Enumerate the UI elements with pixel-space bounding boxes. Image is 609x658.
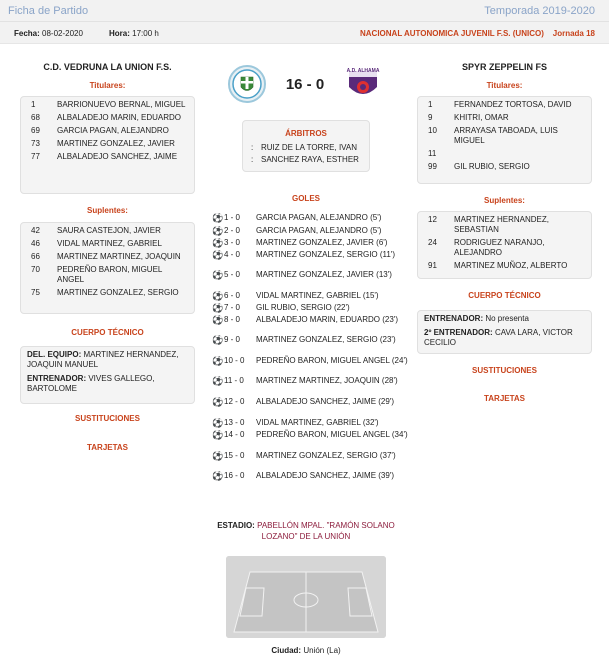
header-bar: [0, 0, 609, 22]
referee-name: SANCHEZ RAYA, ESTHER: [261, 155, 359, 164]
soccer-ball-icon: ⚽: [212, 335, 224, 345]
home-starters-box: [20, 96, 195, 194]
staff-role: DEL. EQUIPO:: [27, 350, 82, 359]
player-number: 46: [31, 239, 40, 248]
away-staff-box: [417, 310, 592, 354]
player-number: 73: [31, 139, 40, 148]
home-cards-title: TARJETAS: [86, 443, 129, 452]
player-row: [27, 226, 188, 236]
away-starters-title: Titulares:: [486, 81, 523, 90]
match-info-row: [0, 22, 609, 44]
goal-row: [212, 356, 412, 366]
player-name[interactable]: MARTINEZ MUÑOZ, ALBERTO: [454, 261, 568, 270]
soccer-ball-icon: ⚽: [212, 471, 224, 481]
goal-result: 2 - 0: [224, 226, 241, 235]
player-row: [424, 100, 585, 110]
staff-role: ENTRENADOR:: [424, 314, 484, 323]
soccer-ball-icon: ⚽: [212, 430, 224, 440]
staff-line: [27, 350, 188, 370]
page-title: Ficha de Partido: [8, 5, 89, 17]
home-crest-icon: [230, 67, 264, 101]
goals-title: GOLES: [291, 194, 320, 203]
staff-line: [27, 374, 188, 394]
home-team-name[interactable]: C.D. VEDRUNA LA UNION F.S.: [43, 62, 172, 72]
soccer-ball-icon: ⚽: [212, 270, 224, 280]
season-label: Temporada 2019-2020: [484, 5, 595, 17]
goal-result: 7 - 0: [224, 303, 241, 312]
away-staff-title: CUERPO TÉCNICO: [468, 291, 541, 300]
player-name[interactable]: ARRAYASA TABOADA, LUIS MIGUEL: [454, 126, 558, 145]
pitch-icon: [226, 556, 386, 638]
player-number: 77: [31, 152, 40, 161]
stadium-name[interactable]: PABELLÓN MPAL. "RAMÓN SOLANO LOZANO" DE LA UNIÓN: [257, 521, 395, 541]
player-name[interactable]: MARTINEZ GONZALEZ, JAVIER: [57, 139, 175, 148]
home-starters-title: Titulares:: [89, 81, 126, 90]
goal-result: 13 - 0: [224, 418, 245, 427]
referees-title: ÁRBITROS: [285, 129, 327, 138]
goal-row: [212, 376, 412, 386]
player-number: 99: [428, 162, 437, 171]
soccer-ball-icon: ⚽: [212, 356, 224, 366]
goal-result: 6 - 0: [224, 291, 241, 300]
player-row: [27, 239, 188, 249]
away-team-name[interactable]: SPYR ZEPPELIN FS: [461, 62, 548, 72]
player-number: 75: [31, 288, 40, 297]
away-starters-box: [417, 96, 592, 184]
home-crest: [228, 65, 266, 103]
goal-scorer[interactable]: MARTINEZ GONZALEZ, SERGIO (23'): [256, 335, 396, 344]
player-number: 91: [428, 261, 437, 270]
player-row: [27, 139, 188, 149]
goal-row: [212, 270, 412, 280]
player-row: [27, 100, 188, 110]
goal-row: [212, 238, 412, 248]
soccer-ball-icon: ⚽: [212, 315, 224, 325]
goal-row: [212, 291, 412, 301]
goal-scorer[interactable]: PEDREÑO BARON, MIGUEL ANGEL (34'): [256, 430, 408, 439]
home-staff-box: [20, 346, 195, 404]
player-number: 1: [428, 100, 433, 109]
player-row: [424, 113, 585, 123]
goal-result: 8 - 0: [224, 315, 241, 324]
goal-scorer[interactable]: MARTINEZ GONZALEZ, SERGIO (37'): [256, 451, 396, 460]
player-name[interactable]: BARRIONUEVO BERNAL, MIGUEL: [57, 100, 186, 109]
player-name[interactable]: [451, 149, 585, 159]
staff-line: [424, 328, 585, 348]
goal-scorer[interactable]: GARCIA PAGAN, ALEJANDRO (5'): [256, 226, 382, 235]
player-row: [424, 215, 585, 235]
player-row: [424, 261, 585, 271]
goal-result: 3 - 0: [224, 238, 241, 247]
referees-box: [242, 120, 370, 172]
player-row: [424, 162, 585, 172]
soccer-ball-icon: ⚽: [212, 250, 224, 260]
player-name[interactable]: GIL RUBIO, SERGIO: [454, 162, 530, 171]
referee-name: RUIZ DE LA TORRE, IVAN: [261, 143, 358, 152]
goal-row: [212, 315, 412, 325]
soccer-ball-icon: ⚽: [212, 397, 224, 407]
referee-row: [249, 143, 363, 153]
away-subs-box: [417, 211, 592, 279]
player-name[interactable]: RODRIGUEZ NARANJO, ALEJANDRO: [454, 238, 545, 257]
player-name[interactable]: ALBALADEJO SANCHEZ, JAIME: [57, 152, 178, 161]
player-row: [424, 126, 585, 146]
player-row: [27, 288, 188, 298]
player-row: [27, 152, 188, 162]
city-info: Ciudad: Unión (La): [271, 646, 341, 655]
away-crest-label: A.D. ALHAMA: [346, 68, 380, 74]
goal-result: 12 - 0: [224, 397, 245, 406]
soccer-ball-icon: ⚽: [212, 213, 224, 223]
staff-name: VIVES GALLEGO, BARTOLOME: [27, 374, 155, 393]
goal-row: [212, 397, 412, 407]
goal-result: 10 - 0: [224, 356, 245, 365]
away-substitutions-title: SUSTITUCIONES: [472, 366, 537, 375]
match-date: Fecha: 08-02-2020: [14, 29, 83, 38]
goal-scorer[interactable]: GIL RUBIO, SERGIO (22'): [256, 303, 350, 312]
player-number: 42: [31, 226, 40, 235]
player-name[interactable]: SAURA CASTEJON, JAVIER: [57, 226, 161, 235]
soccer-ball-icon: ⚽: [212, 291, 224, 301]
pitch-image: [226, 556, 386, 638]
goal-result: 15 - 0: [224, 451, 245, 460]
home-subs-title: Suplentes:: [87, 206, 128, 215]
player-row: [27, 126, 188, 136]
away-cards-title: TARJETAS: [483, 394, 526, 403]
staff-role: 2º ENTRENADOR:: [424, 328, 493, 337]
goal-result: 9 - 0: [224, 335, 241, 344]
goal-scorer[interactable]: VIDAL MARTINEZ, GABRIEL (15'): [256, 291, 379, 300]
own-goal-ball-icon: ⚽: [212, 303, 224, 313]
staff-name: No presenta: [485, 314, 529, 323]
away-subs-title: Suplentes:: [484, 196, 525, 205]
soccer-ball-icon: ⚽: [212, 451, 224, 461]
player-row: [27, 113, 188, 123]
competition-label[interactable]: NACIONAL AUTONOMICA JUVENIL F.S. (UNICO) Jornada 18: [360, 29, 595, 38]
goal-scorer[interactable]: ALBALADEJO MARIN, EDUARDO (23'): [256, 315, 399, 324]
home-subs-box: [20, 222, 195, 314]
goal-result: 1 - 0: [224, 213, 241, 222]
player-number: 12: [428, 215, 437, 224]
soccer-ball-icon: ⚽: [212, 226, 224, 236]
goal-row: [212, 226, 412, 236]
referee-separator: :: [251, 143, 254, 152]
goal-scorer[interactable]: MARTINEZ MARTINEZ, JOAQUIN (28'): [256, 376, 398, 385]
player-row: [27, 265, 188, 285]
player-number: 69: [31, 126, 40, 135]
goal-row: [212, 335, 412, 345]
staff-line: [424, 314, 585, 324]
goal-scorer[interactable]: ALBALADEJO SANCHEZ, JAIME (29'): [256, 397, 395, 406]
goal-scorer[interactable]: ALBALADEJO SANCHEZ, JAIME (39'): [256, 471, 395, 480]
player-number: 66: [31, 252, 40, 261]
player-number: 70: [31, 265, 40, 274]
soccer-ball-icon: ⚽: [212, 418, 224, 428]
goal-row: [212, 250, 412, 260]
player-name[interactable]: FERNANDEZ TORTOSA, DAVID: [454, 100, 572, 109]
goal-result: 4 - 0: [224, 250, 241, 259]
referee-separator: :: [251, 155, 254, 164]
player-number: 1: [31, 100, 36, 109]
player-name[interactable]: GARCIA PAGAN, ALEJANDRO: [57, 126, 169, 135]
goal-row: [212, 451, 412, 461]
goal-row: [212, 471, 412, 481]
staff-name: CAVA LARA, VICTOR CECILIO: [424, 328, 573, 347]
stadium-info: ESTADIO: PABELLÓN MPAL. "RAMÓN SOLANO LOZANO" DE LA UNIÓN: [217, 521, 395, 541]
player-row: [424, 149, 585, 159]
goal-result: 5 - 0: [224, 270, 241, 279]
goal-row: [212, 213, 412, 223]
player-name[interactable]: MARTINEZ GONZALEZ, SERGIO: [57, 288, 179, 297]
goal-scorer[interactable]: MARTINEZ GONZALEZ, JAVIER (6'): [256, 238, 388, 247]
goal-scorer[interactable]: MARTINEZ GONZALEZ, JAVIER (13'): [256, 270, 392, 279]
player-name[interactable]: MARTINEZ HERNANDEZ, SEBASTIAN: [454, 215, 549, 234]
goal-scorer[interactable]: PEDREÑO BARON, MIGUEL ANGEL (24'): [256, 356, 408, 365]
soccer-ball-icon: ⚽: [212, 376, 224, 386]
goal-row: [212, 418, 412, 428]
player-name[interactable]: ALBALADEJO MARIN, EDUARDO: [57, 113, 182, 122]
player-name[interactable]: KHITRI, OMAR: [454, 113, 509, 122]
home-substitutions-title: SUSTITUCIONES: [75, 414, 140, 423]
soccer-ball-icon: ⚽: [212, 238, 224, 248]
player-name[interactable]: VIDAL MARTINEZ, GABRIEL: [57, 239, 162, 248]
goal-result: 11 - 0: [224, 376, 244, 385]
goal-result: 16 - 0: [224, 471, 245, 480]
match-time: Hora: 17:00 h: [109, 29, 159, 38]
goal-result: 14 - 0: [224, 430, 245, 439]
goal-row: [212, 303, 412, 313]
home-staff-title: CUERPO TÉCNICO: [71, 328, 144, 337]
goal-row: [212, 430, 412, 440]
goal-scorer[interactable]: MARTINEZ GONZALEZ, SERGIO (11'): [256, 250, 396, 259]
player-number: 10: [428, 126, 437, 135]
player-number: 24: [428, 238, 437, 247]
referee-row: [249, 155, 363, 165]
player-number: 68: [31, 113, 40, 122]
player-row: [27, 252, 188, 262]
goal-scorer[interactable]: GARCIA PAGAN, ALEJANDRO (5'): [256, 213, 382, 222]
goal-scorer[interactable]: VIDAL MARTINEZ, GABRIEL (32'): [256, 418, 379, 427]
player-name[interactable]: PEDREÑO BARON, MIGUEL ANGEL: [57, 265, 163, 284]
staff-role: ENTRENADOR:: [27, 374, 87, 383]
player-number: 11: [428, 149, 437, 158]
player-row: [424, 238, 585, 258]
match-score: 16 - 0: [285, 76, 325, 93]
staff-name: MARTINEZ HERNANDEZ, JOAQUIN MANUEL: [27, 350, 179, 369]
player-number: 9: [428, 113, 433, 122]
player-name[interactable]: MARTINEZ MARTINEZ, JOAQUIN: [57, 252, 181, 261]
